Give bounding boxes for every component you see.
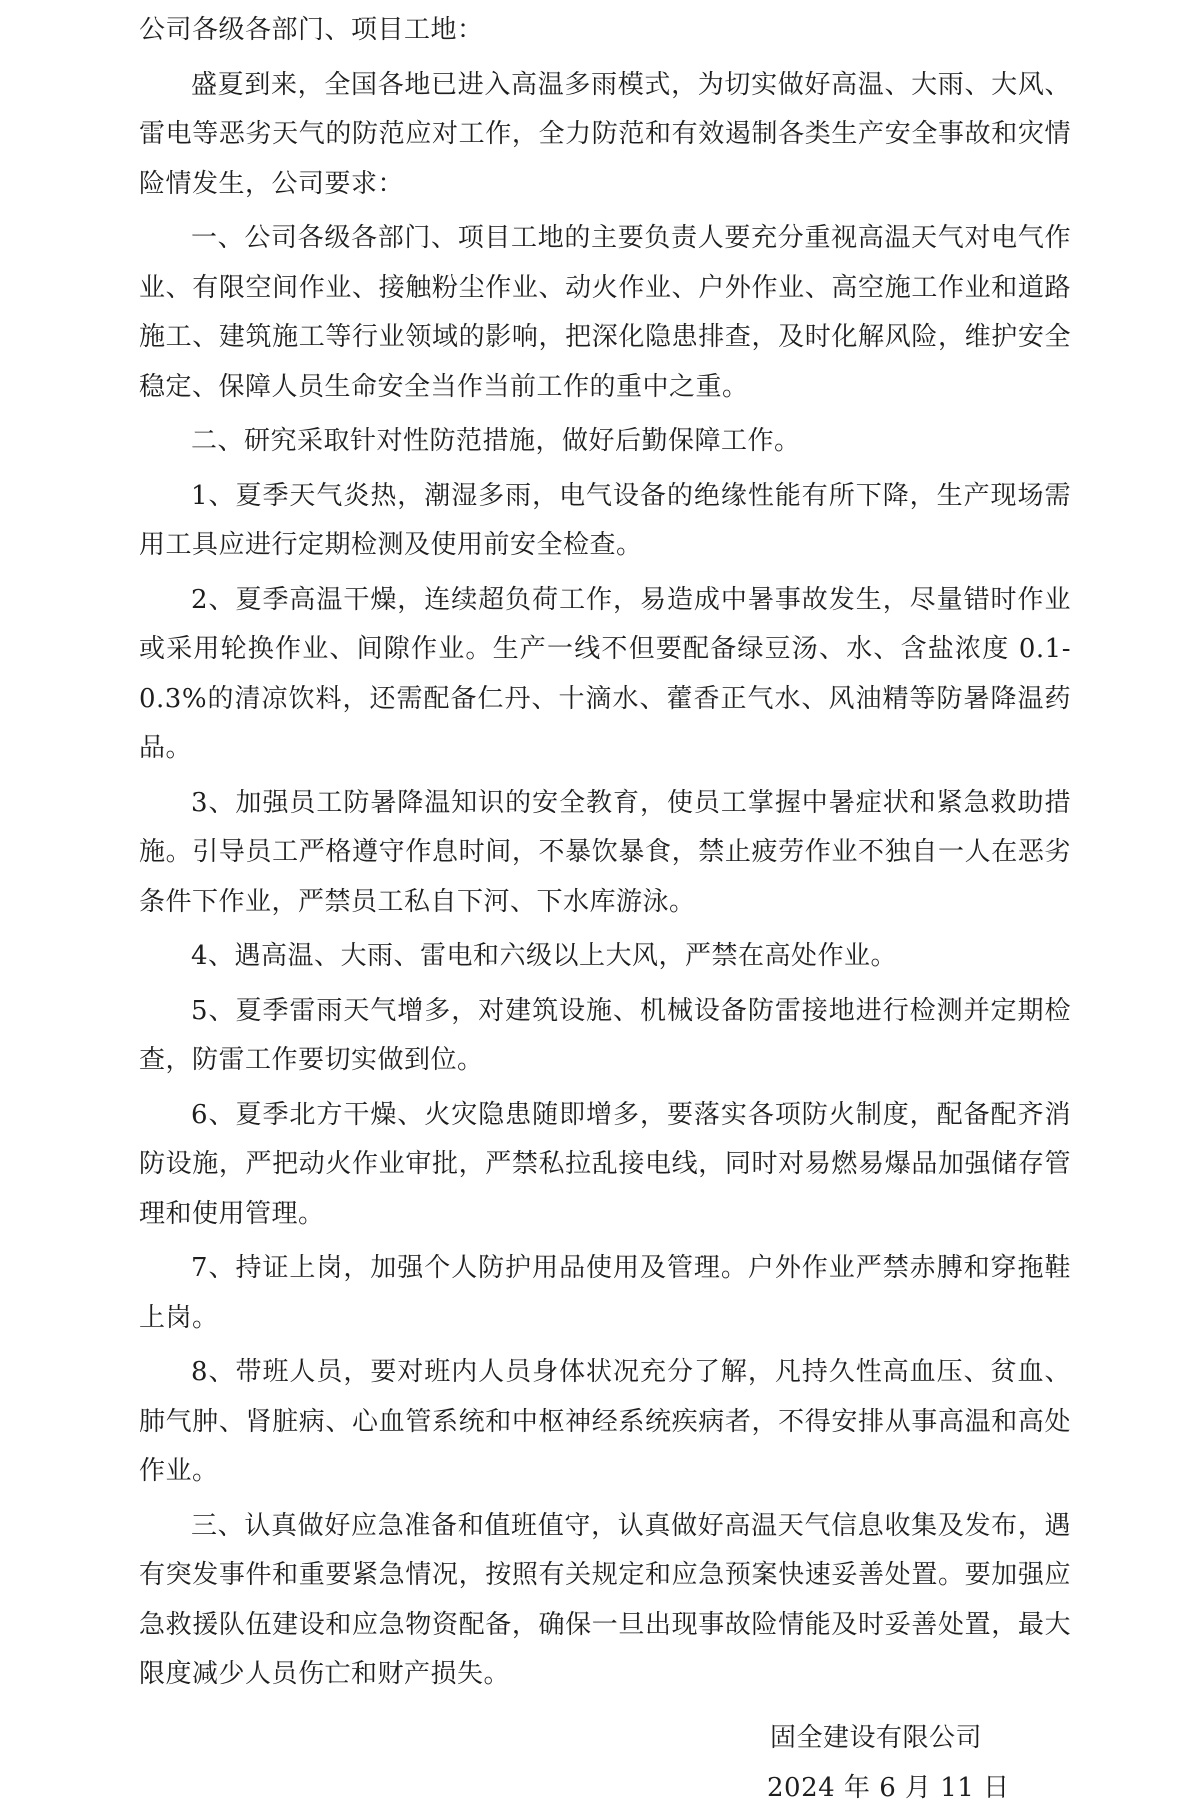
paragraph-item-5: 5、夏季雷雨天气增多，对建筑设施、机械设备防雷接地进行检测并定期检查，防雷工作要切实做到位。 [139,995,1071,1075]
paragraph-item-6: 6、夏季北方干燥、火灾隐患随即增多，要落实各项防火制度，配备配齐消防设施，严把动火作业审批，严禁私拉乱接电线，同时对易燃易爆品加强储存管理和使用管理。 [139,1099,1071,1229]
signature-date: 2024 年 6 月 11 日 [767,1773,1010,1803]
paragraph-item-8: 8、带班人员，要对班内人员身体状况充分了解，凡持久性高血压、贫血、肺气肿、肾脏病、心血管系统和中枢神经系统疾病者，不得安排从事高温和高处作业。 [139,1357,1071,1486]
paragraph-section-3: 三、认真做好应急准备和值班值守，认真做好高温天气信息收集及发布，遇有突发事件和重要紧急情况，按照有关规定和应急预案快速妥善处置。要加强应急救援队伍建设和应急物资配备，确保一旦出现事故险情能及时妥善处置，最大限度减少人员伤亡和财产损失。 [139,1510,1071,1689]
paragraph-item-4: 4、遇高温、大雨、雷电和六级以上大风，严禁在高处作业。 [191,941,898,971]
salutation: 公司各级各部门、项目工地： [139,15,484,45]
signature-block [767,1713,1087,1813]
paragraph-item-2: 2、夏季高温干燥，连续超负荷工作，易造成中暑事故发生，尽量错时作业或采用轮换作业、间隙作业。生产一线不但要配备绿豆汤、水、含盐浓度 0.1-0.3%的清凉饮料，还需配备仁丹、十滴水、藿香正气水、风油精等防暑降温药品。 [139,584,1071,763]
notice-document [139,0,1071,1700]
paragraph-item-1: 1、夏季天气炎热，潮湿多雨，电气设备的绝缘性能有所下降，生产现场需用工具应进行定期检测及使用前安全检查。 [139,480,1071,560]
paragraph-intro: 盛夏到来，全国各地已进入高温多雨模式，为切实做好高温、大雨、大风、雷电等恶劣天气的防范应对工作，全力防范和有效遏制各类生产安全事故和灾情险情发生，公司要求： [139,69,1071,199]
paragraph-section-1: 一、公司各级各部门、项目工地的主要负责人要充分重视高温天气对电气作业、有限空间作业、接触粉尘作业、动火作业、户外作业、高空施工作业和道路施工、建筑施工等行业领域的影响，把深化隐患排查，及时化解风险，维护安全稳定、保障人员生命安全当作当前工作的重中之重。 [139,223,1071,402]
signature-company: 固全建设有限公司 [770,1723,983,1753]
paragraph-item-7: 7、持证上岗，加强个人防护用品使用及管理。户外作业严禁赤膊和穿拖鞋上岗。 [139,1253,1071,1333]
paragraph-item-3: 3、加强员工防暑降温知识的安全教育，使员工掌握中暑症状和紧急救助措施。引导员工严格遵守作息时间，不暴饮暴食，禁止疲劳作业不独自一人在恶劣条件下作业，严禁员工私自下河、下水库游泳。 [139,787,1071,917]
paragraph-section-2: 二、研究采取针对性防范措施，做好后勤保障工作。 [191,426,801,456]
